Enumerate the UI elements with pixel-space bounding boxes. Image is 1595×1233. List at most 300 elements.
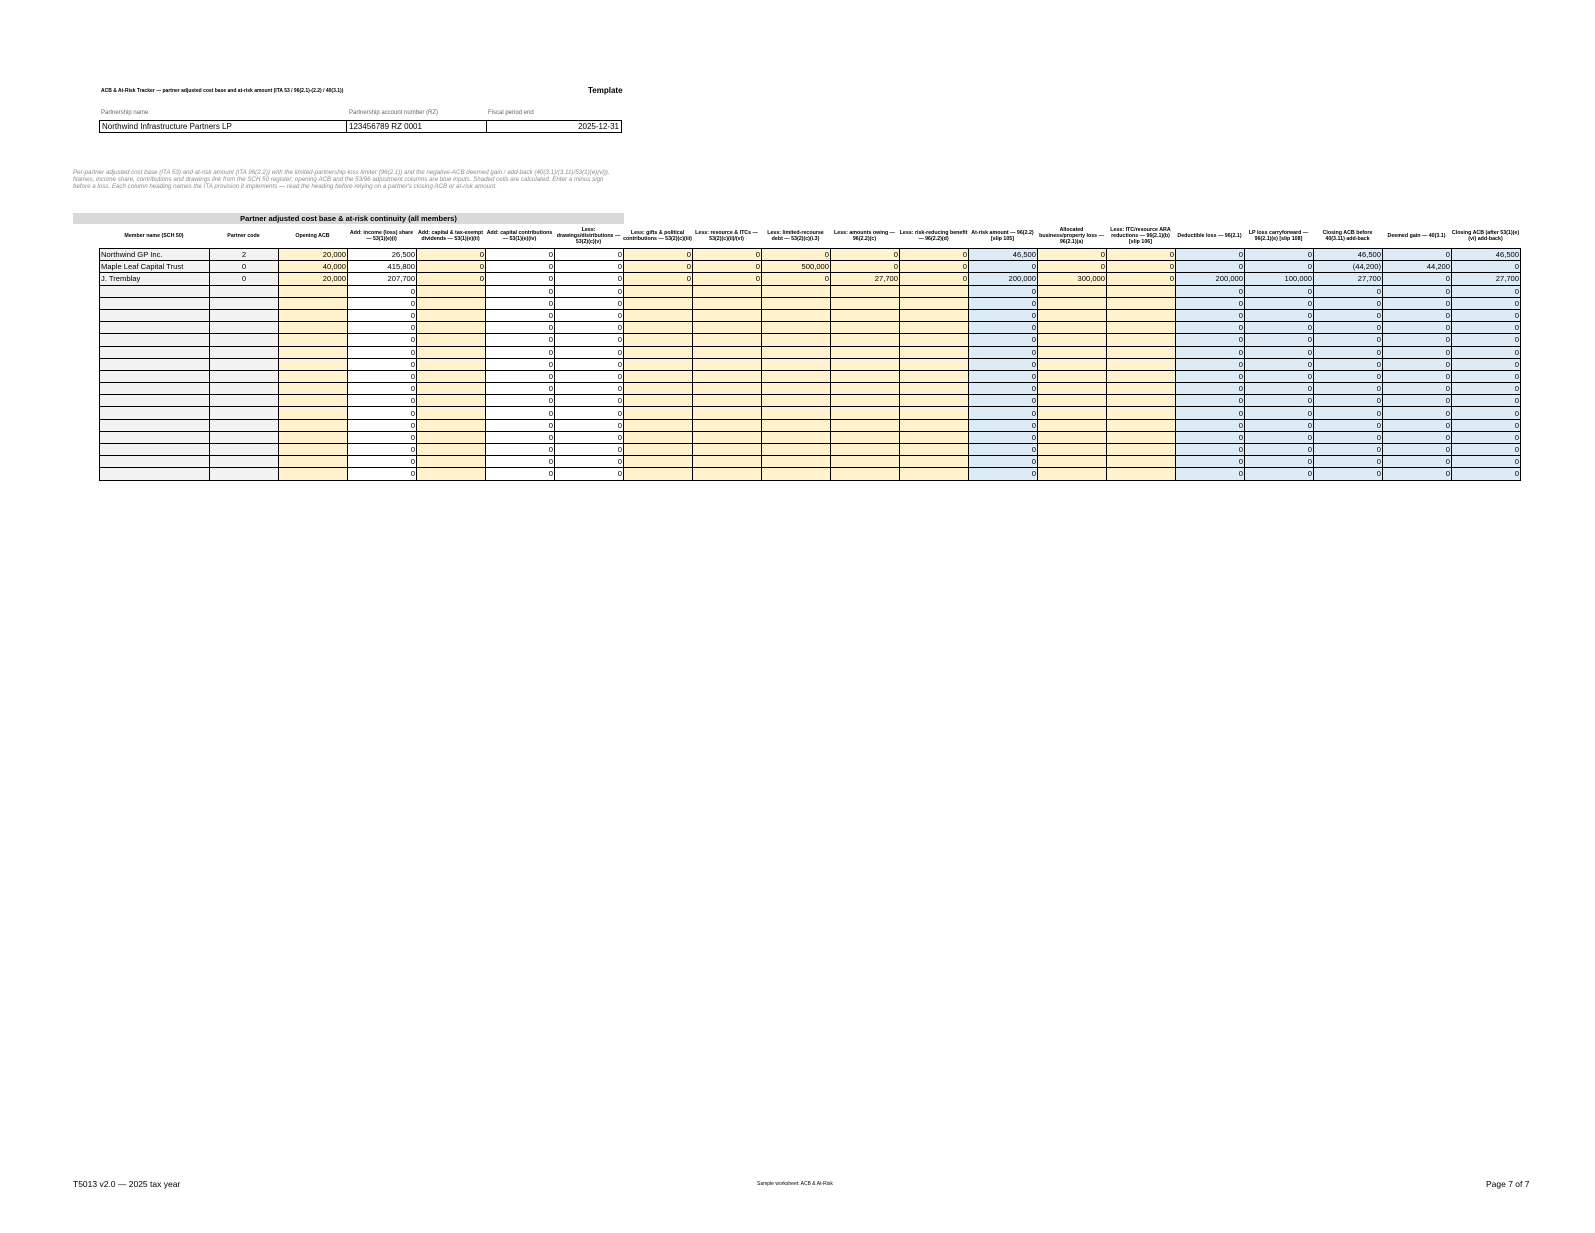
table-cell[interactable]: 0 (417, 249, 486, 261)
table-cell[interactable]: 0 (1176, 346, 1245, 358)
table-cell[interactable]: 0 (486, 456, 555, 468)
table-cell[interactable]: 0 (762, 273, 831, 285)
table-cell[interactable]: 0 (348, 468, 417, 480)
table-cell[interactable] (210, 285, 279, 297)
table-cell[interactable]: 0 (1107, 249, 1176, 261)
table-cell[interactable]: 0 (1245, 249, 1314, 261)
table-cell[interactable]: 0 (348, 419, 417, 431)
table-cell[interactable] (831, 370, 900, 382)
table-cell[interactable] (900, 395, 969, 407)
table-cell[interactable] (693, 285, 762, 297)
table-cell[interactable] (624, 358, 693, 370)
table-cell[interactable]: 0 (1314, 431, 1383, 443)
table-cell[interactable] (762, 322, 831, 334)
table-cell[interactable]: 0 (555, 456, 624, 468)
table-cell[interactable] (693, 309, 762, 321)
table-cell[interactable] (1107, 285, 1176, 297)
table-cell[interactable] (831, 431, 900, 443)
table-cell[interactable] (624, 297, 693, 309)
table-cell[interactable] (1038, 468, 1107, 480)
table-cell[interactable] (831, 456, 900, 468)
table-cell[interactable] (210, 358, 279, 370)
table-cell[interactable]: 0 (486, 370, 555, 382)
table-cell[interactable] (210, 370, 279, 382)
table-cell[interactable]: 0 (1176, 358, 1245, 370)
table-cell[interactable] (624, 383, 693, 395)
table-cell[interactable] (1038, 395, 1107, 407)
table-cell[interactable] (210, 334, 279, 346)
member-name-cell[interactable] (100, 285, 210, 297)
table-cell[interactable] (900, 468, 969, 480)
table-cell[interactable] (279, 407, 348, 419)
table-cell[interactable] (762, 395, 831, 407)
table-cell[interactable]: 0 (1176, 468, 1245, 480)
table-cell[interactable] (762, 346, 831, 358)
table-cell[interactable] (693, 334, 762, 346)
fiscal-period-field[interactable]: 2025-12-31 (487, 121, 622, 133)
table-cell[interactable]: 0 (1176, 309, 1245, 321)
table-cell[interactable]: 0 (969, 383, 1038, 395)
table-cell[interactable]: 0 (1314, 444, 1383, 456)
table-cell[interactable]: 0 (486, 273, 555, 285)
table-cell[interactable] (1107, 358, 1176, 370)
table-cell[interactable] (693, 431, 762, 443)
member-name-cell[interactable]: J. Tremblay (100, 273, 210, 285)
table-cell[interactable]: 0 (486, 431, 555, 443)
table-cell[interactable]: 0 (486, 322, 555, 334)
table-cell[interactable] (1107, 431, 1176, 443)
table-cell[interactable] (831, 285, 900, 297)
partnership-name-field[interactable]: Northwind Infrastructure Partners LP (100, 121, 347, 133)
table-cell[interactable] (693, 444, 762, 456)
table-cell[interactable] (210, 419, 279, 431)
table-cell[interactable] (900, 309, 969, 321)
table-cell[interactable]: 0 (969, 419, 1038, 431)
table-cell[interactable] (693, 346, 762, 358)
table-cell[interactable]: 0 (1314, 456, 1383, 468)
table-cell[interactable] (762, 431, 831, 443)
table-cell[interactable] (624, 456, 693, 468)
table-cell[interactable]: 0 (1314, 395, 1383, 407)
table-cell[interactable]: 0 (969, 468, 1038, 480)
table-cell[interactable]: 200,000 (1176, 273, 1245, 285)
table-cell[interactable] (210, 407, 279, 419)
table-cell[interactable]: 0 (1314, 370, 1383, 382)
member-name-cell[interactable] (100, 431, 210, 443)
table-cell[interactable] (831, 419, 900, 431)
table-cell[interactable]: 0 (348, 309, 417, 321)
table-cell[interactable]: 0 (1176, 419, 1245, 431)
table-cell[interactable] (417, 444, 486, 456)
table-cell[interactable]: 0 (486, 297, 555, 309)
table-cell[interactable]: 0 (624, 261, 693, 273)
table-cell[interactable]: 0 (1245, 383, 1314, 395)
table-cell[interactable]: 300,000 (1038, 273, 1107, 285)
table-cell[interactable] (900, 370, 969, 382)
table-cell[interactable]: 0 (1314, 383, 1383, 395)
table-cell[interactable] (624, 322, 693, 334)
table-cell[interactable]: 0 (1383, 334, 1452, 346)
table-cell[interactable]: 0 (486, 334, 555, 346)
member-name-cell[interactable] (100, 358, 210, 370)
table-cell[interactable]: 46,500 (969, 249, 1038, 261)
table-cell[interactable] (900, 322, 969, 334)
table-cell[interactable] (417, 358, 486, 370)
table-cell[interactable] (900, 285, 969, 297)
table-cell[interactable] (1038, 285, 1107, 297)
table-cell[interactable]: 0 (1383, 346, 1452, 358)
table-cell[interactable] (762, 334, 831, 346)
table-cell[interactable]: 0 (1176, 334, 1245, 346)
table-cell[interactable]: 0 (1383, 309, 1452, 321)
table-cell[interactable]: 0 (555, 468, 624, 480)
table-cell[interactable] (417, 334, 486, 346)
table-cell[interactable] (210, 395, 279, 407)
table-cell[interactable]: 0 (1176, 407, 1245, 419)
table-cell[interactable] (831, 395, 900, 407)
table-cell[interactable] (624, 419, 693, 431)
table-cell[interactable]: 0 (555, 383, 624, 395)
table-cell[interactable] (417, 383, 486, 395)
table-cell[interactable]: 0 (1452, 309, 1521, 321)
table-cell[interactable] (624, 468, 693, 480)
table-cell[interactable]: 0 (1314, 358, 1383, 370)
table-cell[interactable]: 0 (1245, 297, 1314, 309)
table-cell[interactable] (762, 309, 831, 321)
table-cell[interactable] (624, 346, 693, 358)
table-cell[interactable]: 2 (210, 249, 279, 261)
table-cell[interactable] (1038, 419, 1107, 431)
table-cell[interactable]: 0 (1107, 261, 1176, 273)
account-number-field[interactable]: 123456789 RZ 0001 (347, 121, 487, 133)
table-cell[interactable]: 0 (1176, 456, 1245, 468)
table-cell[interactable]: 0 (693, 261, 762, 273)
table-cell[interactable]: 0 (624, 249, 693, 261)
table-cell[interactable]: 0 (486, 419, 555, 431)
table-cell[interactable] (624, 309, 693, 321)
table-cell[interactable] (279, 419, 348, 431)
table-cell[interactable]: 0 (1245, 309, 1314, 321)
table-cell[interactable]: 0 (555, 309, 624, 321)
table-cell[interactable] (1038, 346, 1107, 358)
table-cell[interactable]: 0 (624, 273, 693, 285)
table-cell[interactable] (1107, 383, 1176, 395)
table-cell[interactable] (1038, 370, 1107, 382)
table-cell[interactable] (900, 346, 969, 358)
table-cell[interactable]: 0 (1314, 346, 1383, 358)
table-cell[interactable]: 0 (1176, 395, 1245, 407)
table-cell[interactable] (417, 346, 486, 358)
table-cell[interactable]: 0 (1245, 407, 1314, 419)
table-cell[interactable]: 46,500 (1452, 249, 1521, 261)
table-cell[interactable]: 0 (348, 395, 417, 407)
table-cell[interactable] (417, 297, 486, 309)
table-cell[interactable] (417, 431, 486, 443)
table-cell[interactable]: 0 (486, 383, 555, 395)
table-cell[interactable]: 0 (348, 285, 417, 297)
table-cell[interactable] (1107, 297, 1176, 309)
table-cell[interactable] (762, 383, 831, 395)
table-cell[interactable]: 40,000 (279, 261, 348, 273)
table-cell[interactable]: 0 (1314, 419, 1383, 431)
table-cell[interactable] (1107, 395, 1176, 407)
table-cell[interactable] (279, 456, 348, 468)
table-cell[interactable]: 0 (1176, 370, 1245, 382)
table-cell[interactable]: 0 (969, 346, 1038, 358)
table-cell[interactable] (831, 334, 900, 346)
table-cell[interactable]: 0 (348, 370, 417, 382)
table-cell[interactable]: 0 (486, 444, 555, 456)
table-cell[interactable] (831, 358, 900, 370)
table-cell[interactable] (279, 346, 348, 358)
table-cell[interactable]: 0 (555, 419, 624, 431)
table-cell[interactable]: 0 (1245, 261, 1314, 273)
table-cell[interactable]: 0 (348, 334, 417, 346)
table-cell[interactable]: 0 (348, 297, 417, 309)
table-cell[interactable]: 0 (486, 261, 555, 273)
table-cell[interactable]: 0 (555, 334, 624, 346)
table-cell[interactable]: 0 (1245, 431, 1314, 443)
table-cell[interactable]: 0 (1176, 431, 1245, 443)
table-cell[interactable]: 0 (1452, 261, 1521, 273)
table-cell[interactable]: 0 (1452, 346, 1521, 358)
table-cell[interactable]: 0 (417, 273, 486, 285)
table-cell[interactable]: 100,000 (1245, 273, 1314, 285)
table-cell[interactable] (417, 370, 486, 382)
table-cell[interactable] (1107, 309, 1176, 321)
table-cell[interactable] (831, 322, 900, 334)
table-cell[interactable]: 0 (1383, 358, 1452, 370)
table-cell[interactable]: 0 (831, 261, 900, 273)
table-cell[interactable]: 0 (1383, 444, 1452, 456)
table-cell[interactable]: 0 (348, 407, 417, 419)
table-cell[interactable]: 0 (1383, 273, 1452, 285)
table-cell[interactable]: 0 (693, 249, 762, 261)
table-cell[interactable] (900, 383, 969, 395)
table-cell[interactable] (279, 322, 348, 334)
table-cell[interactable]: 0 (348, 346, 417, 358)
table-cell[interactable]: 0 (486, 358, 555, 370)
table-cell[interactable]: 0 (1383, 468, 1452, 480)
table-cell[interactable]: 0 (1383, 419, 1452, 431)
table-cell[interactable] (1038, 383, 1107, 395)
table-cell[interactable] (624, 444, 693, 456)
table-cell[interactable]: 0 (1245, 444, 1314, 456)
table-cell[interactable]: 0 (1245, 358, 1314, 370)
table-cell[interactable]: 0 (210, 261, 279, 273)
table-cell[interactable]: 207,700 (348, 273, 417, 285)
table-cell[interactable]: 0 (900, 273, 969, 285)
table-cell[interactable] (1038, 297, 1107, 309)
table-cell[interactable] (762, 407, 831, 419)
table-cell[interactable]: 0 (969, 395, 1038, 407)
member-name-cell[interactable]: Northwind GP Inc. (100, 249, 210, 261)
member-name-cell[interactable] (100, 297, 210, 309)
table-cell[interactable]: 0 (1314, 322, 1383, 334)
table-cell[interactable]: 0 (1245, 346, 1314, 358)
table-cell[interactable] (1038, 309, 1107, 321)
table-cell[interactable]: 0 (486, 407, 555, 419)
table-cell[interactable]: 0 (348, 431, 417, 443)
table-cell[interactable] (1107, 468, 1176, 480)
table-cell[interactable]: 0 (1176, 444, 1245, 456)
table-cell[interactable]: 0 (1383, 407, 1452, 419)
table-cell[interactable]: 20,000 (279, 273, 348, 285)
table-cell[interactable] (762, 297, 831, 309)
table-cell[interactable] (831, 297, 900, 309)
table-cell[interactable] (1038, 407, 1107, 419)
member-name-cell[interactable] (100, 395, 210, 407)
table-cell[interactable]: 0 (1245, 370, 1314, 382)
member-name-cell[interactable] (100, 322, 210, 334)
table-cell[interactable]: 0 (969, 322, 1038, 334)
table-cell[interactable] (279, 358, 348, 370)
table-cell[interactable]: 200,000 (969, 273, 1038, 285)
table-cell[interactable]: 0 (1314, 297, 1383, 309)
table-cell[interactable] (279, 383, 348, 395)
table-cell[interactable]: (44,200) (1314, 261, 1383, 273)
table-cell[interactable]: 0 (348, 444, 417, 456)
table-cell[interactable]: 0 (831, 249, 900, 261)
table-cell[interactable]: 0 (1452, 383, 1521, 395)
table-cell[interactable]: 44,200 (1383, 261, 1452, 273)
table-cell[interactable]: 0 (486, 346, 555, 358)
table-cell[interactable] (1107, 322, 1176, 334)
table-cell[interactable]: 0 (1452, 322, 1521, 334)
table-cell[interactable] (1038, 358, 1107, 370)
table-cell[interactable] (900, 419, 969, 431)
table-cell[interactable]: 0 (486, 249, 555, 261)
table-cell[interactable] (1038, 334, 1107, 346)
table-cell[interactable]: 0 (969, 261, 1038, 273)
table-cell[interactable]: 0 (348, 383, 417, 395)
table-cell[interactable]: 0 (1314, 407, 1383, 419)
table-cell[interactable] (417, 309, 486, 321)
table-cell[interactable]: 0 (555, 297, 624, 309)
table-cell[interactable]: 0 (1383, 456, 1452, 468)
table-cell[interactable] (900, 431, 969, 443)
table-cell[interactable] (693, 419, 762, 431)
table-cell[interactable] (900, 334, 969, 346)
table-cell[interactable] (762, 370, 831, 382)
table-cell[interactable]: 0 (1383, 370, 1452, 382)
table-cell[interactable] (693, 456, 762, 468)
table-cell[interactable]: 0 (1314, 309, 1383, 321)
table-cell[interactable]: 0 (348, 456, 417, 468)
table-cell[interactable]: 0 (1452, 419, 1521, 431)
table-cell[interactable] (417, 285, 486, 297)
table-cell[interactable]: 0 (555, 285, 624, 297)
table-cell[interactable] (900, 444, 969, 456)
table-cell[interactable] (693, 322, 762, 334)
table-cell[interactable] (762, 468, 831, 480)
table-cell[interactable] (1107, 419, 1176, 431)
table-cell[interactable] (693, 395, 762, 407)
table-cell[interactable]: 0 (1383, 395, 1452, 407)
table-cell[interactable]: 27,700 (831, 273, 900, 285)
table-cell[interactable]: 0 (1452, 468, 1521, 480)
table-cell[interactable]: 0 (1383, 383, 1452, 395)
table-cell[interactable]: 0 (693, 273, 762, 285)
table-cell[interactable]: 0 (555, 431, 624, 443)
table-cell[interactable] (417, 407, 486, 419)
table-cell[interactable]: 0 (1245, 468, 1314, 480)
table-cell[interactable]: 415,800 (348, 261, 417, 273)
table-cell[interactable] (693, 407, 762, 419)
table-cell[interactable] (1038, 431, 1107, 443)
table-cell[interactable]: 0 (1452, 407, 1521, 419)
table-cell[interactable] (624, 285, 693, 297)
table-cell[interactable] (762, 456, 831, 468)
member-name-cell[interactable]: Maple Leaf Capital Trust (100, 261, 210, 273)
table-cell[interactable] (417, 322, 486, 334)
table-cell[interactable] (762, 285, 831, 297)
table-cell[interactable]: 0 (1245, 395, 1314, 407)
table-cell[interactable] (210, 383, 279, 395)
table-cell[interactable] (624, 370, 693, 382)
table-cell[interactable]: 0 (1314, 285, 1383, 297)
table-cell[interactable]: 0 (555, 358, 624, 370)
table-cell[interactable] (831, 444, 900, 456)
table-cell[interactable] (210, 297, 279, 309)
table-cell[interactable] (417, 468, 486, 480)
table-cell[interactable]: 0 (1245, 322, 1314, 334)
table-cell[interactable]: 0 (1038, 261, 1107, 273)
table-cell[interactable]: 0 (1383, 249, 1452, 261)
table-cell[interactable] (279, 285, 348, 297)
table-cell[interactable] (1107, 444, 1176, 456)
table-cell[interactable] (279, 309, 348, 321)
table-cell[interactable]: 0 (969, 431, 1038, 443)
table-cell[interactable] (762, 444, 831, 456)
table-cell[interactable]: 0 (969, 285, 1038, 297)
table-cell[interactable]: 0 (486, 395, 555, 407)
table-cell[interactable]: 0 (1038, 249, 1107, 261)
table-cell[interactable] (624, 395, 693, 407)
table-cell[interactable] (1107, 370, 1176, 382)
table-cell[interactable] (831, 383, 900, 395)
table-cell[interactable]: 0 (486, 468, 555, 480)
table-cell[interactable]: 0 (486, 309, 555, 321)
table-cell[interactable]: 0 (969, 456, 1038, 468)
table-cell[interactable]: 0 (555, 322, 624, 334)
table-cell[interactable] (1107, 456, 1176, 468)
table-cell[interactable]: 0 (555, 346, 624, 358)
table-cell[interactable] (900, 456, 969, 468)
member-name-cell[interactable] (100, 419, 210, 431)
table-cell[interactable] (210, 456, 279, 468)
table-cell[interactable]: 0 (1176, 322, 1245, 334)
table-cell[interactable]: 0 (900, 261, 969, 273)
table-cell[interactable]: 0 (1452, 297, 1521, 309)
table-cell[interactable] (1038, 322, 1107, 334)
table-cell[interactable]: 0 (486, 285, 555, 297)
table-cell[interactable] (210, 322, 279, 334)
table-cell[interactable] (762, 419, 831, 431)
table-cell[interactable]: 0 (969, 309, 1038, 321)
table-cell[interactable]: 0 (555, 407, 624, 419)
table-cell[interactable] (417, 456, 486, 468)
table-cell[interactable] (624, 407, 693, 419)
table-cell[interactable] (210, 346, 279, 358)
table-cell[interactable] (1107, 346, 1176, 358)
table-cell[interactable] (831, 309, 900, 321)
table-cell[interactable] (762, 358, 831, 370)
table-cell[interactable]: 0 (1383, 285, 1452, 297)
member-name-cell[interactable] (100, 346, 210, 358)
table-cell[interactable]: 0 (1245, 285, 1314, 297)
table-cell[interactable]: 0 (210, 273, 279, 285)
